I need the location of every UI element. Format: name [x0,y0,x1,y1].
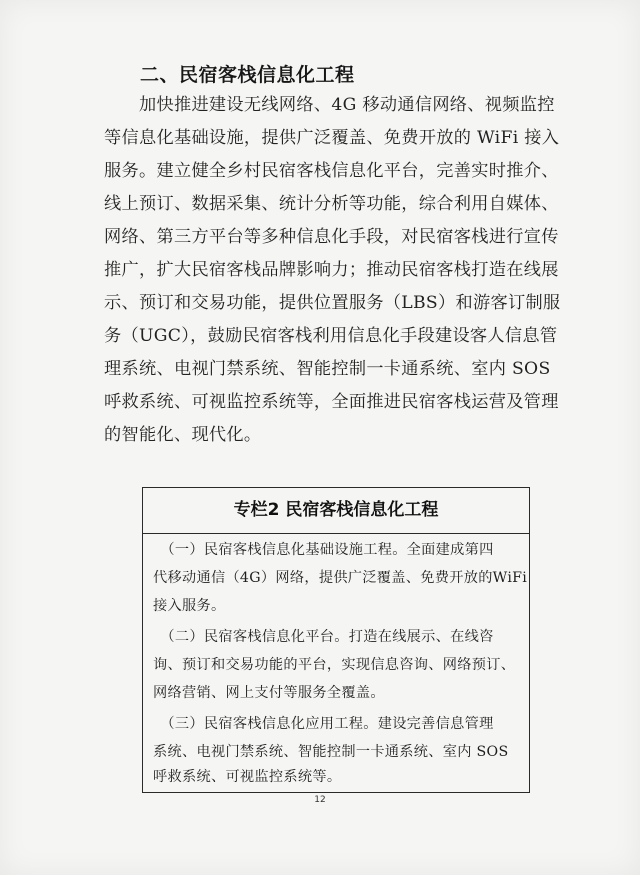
paragraph-line: 推广，扩大民宿客栈品牌影响力；推动民宿客栈打造在线展 [104,260,559,280]
paragraph-line: 务（UGC），鼓励民宿客栈利用信息化手段建设客人信息管 [104,326,558,346]
sidebar-box-line: 代移动通信（4G）网络，提供广泛覆盖、免费开放的WiFi [153,570,528,586]
page-number: 12 [314,795,326,805]
paragraph-line: 线上预订、数据采集、统计分析等功能，综合利用自媒体、 [104,194,559,214]
paragraph-line: 呼救系统、可视监控系统等，全面推进民宿客栈运营及管理 [104,392,559,412]
paragraph-line: 等信息化基础设施，提供广泛覆盖、免费开放的 WiFi 接入 [104,128,560,148]
sidebar-box-line: 接入服务。 [153,598,226,614]
paragraph-line: 理系统、电视门禁系统、智能控制一卡通系统、室内 SOS [104,359,551,379]
sidebar-box-line: 询、预订和交易功能的平台，实现信息咨询、网络预订、 [153,657,516,673]
sidebar-box-line: 系统、电视门禁系统、智能控制一卡通系统、室内 SOS [153,744,509,760]
sidebar-box-title: 专栏2 民宿客栈信息化工程 [143,488,529,534]
sidebar-box-line: 网络营销、网上支付等服务全覆盖。 [153,685,385,701]
sidebar-box-line: （一）民宿客栈信息化基础设施工程。全面建成第四 [153,542,494,558]
paragraph-line: 示、预订和交易功能，提供位置服务（LBS）和游客订制服 [104,293,561,313]
paragraph-line: 网络、第三方平台等多种信息化手段，对民宿客栈进行宣传 [104,227,559,247]
section-heading: 二、民宿客栈信息化工程 [140,64,355,86]
paragraph-line: 的智能化、现代化。 [104,425,262,445]
sidebar-box-line: （三）民宿客栈信息化应用工程。建设完善信息管理 [153,716,494,732]
paragraph-line: 加快推进建设无线网络、4G 移动通信网络、视频监控 [104,95,555,115]
sidebar-box [142,487,530,793]
sidebar-box-line: 呼救系统、可视监控系统等。 [153,769,342,785]
sidebar-box-line: （二）民宿客栈信息化平台。打造在线展示、在线咨 [153,629,494,645]
paragraph-line: 服务。建立健全乡村民宿客栈信息化平台，完善实时推介、 [104,161,559,181]
